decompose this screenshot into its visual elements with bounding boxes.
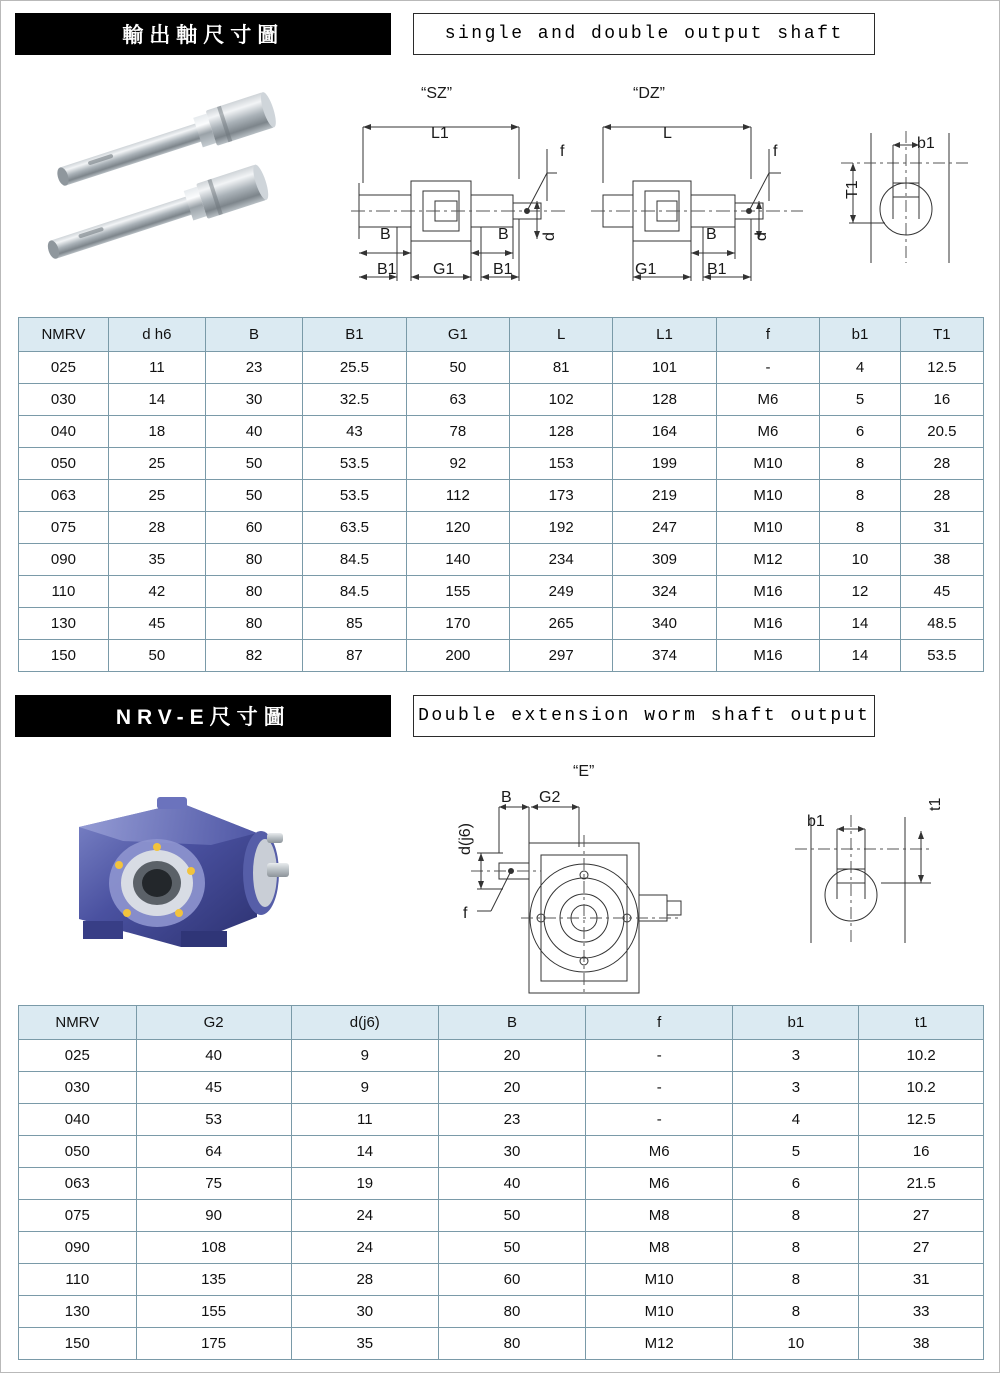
cell: 50	[439, 1232, 586, 1264]
cell: 45	[900, 576, 983, 608]
cell: 150	[19, 1328, 137, 1360]
cell: 108	[136, 1232, 291, 1264]
cell: 030	[19, 384, 109, 416]
label-f-sz: f	[560, 143, 565, 160]
output-shaft-diagram	[1, 63, 1000, 313]
cell: 8	[733, 1200, 859, 1232]
cell: 11	[108, 352, 205, 384]
cell: 11	[291, 1104, 439, 1136]
label-B1-a: B1	[377, 261, 397, 278]
cell: 81	[510, 352, 613, 384]
col-l1: L1	[613, 318, 716, 352]
section-title-en: single and double output shaft	[413, 13, 875, 55]
cell: 8	[820, 448, 900, 480]
table-row	[19, 1200, 984, 1232]
cell: 10	[733, 1328, 859, 1360]
label-T1-section: T1	[844, 180, 861, 199]
section2-title-en: Double extension worm shaft output	[413, 695, 875, 737]
cell: 60	[205, 512, 302, 544]
cell: 8	[820, 512, 900, 544]
cell: 192	[510, 512, 613, 544]
cell: 3	[733, 1040, 859, 1072]
cell: 30	[291, 1296, 439, 1328]
cell: 80	[205, 608, 302, 640]
cell: 110	[19, 576, 109, 608]
cell: 130	[19, 608, 109, 640]
cell: M8	[585, 1200, 732, 1232]
cell: 234	[510, 544, 613, 576]
cell: 340	[613, 608, 716, 640]
col-nmrv: NMRV	[19, 318, 109, 352]
cell: 6	[820, 416, 900, 448]
cell: 24	[291, 1200, 439, 1232]
cell: 10	[820, 544, 900, 576]
label-B-sz-right: B	[498, 226, 509, 243]
cell: 78	[406, 416, 509, 448]
section2-title-cn: NRV-E尺寸圖	[15, 695, 391, 737]
table-row	[19, 608, 984, 640]
label-B-sz-left: B	[380, 226, 391, 243]
table-header-row	[19, 318, 984, 352]
cell: 90	[136, 1200, 291, 1232]
cell: 040	[19, 416, 109, 448]
label-dz: “DZ”	[633, 85, 665, 102]
cell: 12.5	[900, 352, 983, 384]
table-header-row	[19, 1006, 984, 1040]
cell: 102	[510, 384, 613, 416]
cell: 4	[820, 352, 900, 384]
shaft-photo	[31, 85, 321, 285]
cell: 20	[439, 1072, 586, 1104]
cell: 80	[439, 1296, 586, 1328]
cell: 43	[303, 416, 407, 448]
cell: M6	[585, 1168, 732, 1200]
cell: -	[585, 1040, 732, 1072]
cell: 50	[205, 480, 302, 512]
table-row	[19, 352, 984, 384]
cell: 4	[733, 1104, 859, 1136]
cell: 025	[19, 1040, 137, 1072]
col-g1: G1	[406, 318, 509, 352]
table-row	[19, 1104, 984, 1136]
cell: 53.5	[900, 640, 983, 672]
cell: 374	[613, 640, 716, 672]
nrv-e-table-wrap	[1, 1005, 1000, 1360]
table-row	[19, 480, 984, 512]
cell: 050	[19, 1136, 137, 1168]
col2-g2: G2	[136, 1006, 291, 1040]
col-f: f	[716, 318, 820, 352]
cell: M12	[585, 1328, 732, 1360]
label-sz: “SZ”	[421, 85, 453, 102]
label-G1-dz: G1	[635, 261, 657, 278]
col2-dj6: d(j6)	[291, 1006, 439, 1040]
cell: 84.5	[303, 544, 407, 576]
cell: 63	[406, 384, 509, 416]
cell: 9	[291, 1072, 439, 1104]
cell: 20	[439, 1040, 586, 1072]
cell: 40	[136, 1040, 291, 1072]
cell: 28	[900, 448, 983, 480]
cell: 5	[820, 384, 900, 416]
cell: 3	[733, 1072, 859, 1104]
nrv-e-diagram	[1, 745, 1000, 995]
label-B1-c: B1	[707, 261, 727, 278]
cell: 40	[205, 416, 302, 448]
cell: 153	[510, 448, 613, 480]
cell: 309	[613, 544, 716, 576]
cell: 112	[406, 480, 509, 512]
cell: 128	[510, 416, 613, 448]
cell: 090	[19, 1232, 137, 1264]
cell: 173	[510, 480, 613, 512]
table-row	[19, 1168, 984, 1200]
e-technical-drawing	[441, 787, 701, 997]
cell: 53	[136, 1104, 291, 1136]
label-G2: G2	[539, 789, 561, 806]
cell: 75	[136, 1168, 291, 1200]
table-row	[19, 1328, 984, 1360]
cell: 27	[859, 1232, 984, 1264]
cell: 12	[820, 576, 900, 608]
label-f-e: f	[463, 905, 468, 922]
cell: 25	[108, 480, 205, 512]
cell: 38	[859, 1328, 984, 1360]
label-G1-sz: G1	[433, 261, 455, 278]
cell: -	[716, 352, 820, 384]
cell: 30	[439, 1136, 586, 1168]
cell: 14	[291, 1136, 439, 1168]
col-b: B	[205, 318, 302, 352]
cell: 170	[406, 608, 509, 640]
col2-f: f	[585, 1006, 732, 1040]
cell: 31	[900, 512, 983, 544]
cell: 45	[108, 608, 205, 640]
cell: 38	[900, 544, 983, 576]
cell: 140	[406, 544, 509, 576]
cell: 84.5	[303, 576, 407, 608]
cell: 85	[303, 608, 407, 640]
cell: M6	[716, 384, 820, 416]
table-row	[19, 1136, 984, 1168]
table-row	[19, 1040, 984, 1072]
cell: 35	[291, 1328, 439, 1360]
section-title-cn: 輸出軸尺寸圖	[15, 13, 391, 55]
table-row	[19, 448, 984, 480]
cell: 324	[613, 576, 716, 608]
cell: M10	[585, 1296, 732, 1328]
cell: 249	[510, 576, 613, 608]
cell: 155	[406, 576, 509, 608]
col-dh6: d h6	[108, 318, 205, 352]
cell: 12.5	[859, 1104, 984, 1136]
table-row	[19, 416, 984, 448]
cell: 297	[510, 640, 613, 672]
cell: 090	[19, 544, 109, 576]
cell: 10.2	[859, 1072, 984, 1104]
cell: 10.2	[859, 1040, 984, 1072]
cell: 101	[613, 352, 716, 384]
cell: 075	[19, 1200, 137, 1232]
cell: 92	[406, 448, 509, 480]
table-row	[19, 576, 984, 608]
cell: 16	[900, 384, 983, 416]
label-L: L	[663, 125, 672, 142]
cell: 30	[205, 384, 302, 416]
cell: 60	[439, 1264, 586, 1296]
label-d-sz: d	[541, 232, 558, 241]
cell: 80	[205, 544, 302, 576]
cell: M10	[716, 448, 820, 480]
cell: 5	[733, 1136, 859, 1168]
nrv-e-table	[18, 1005, 984, 1360]
table-row	[19, 1296, 984, 1328]
label-B-dz: B	[706, 226, 717, 243]
cell: 40	[439, 1168, 586, 1200]
cell: 80	[439, 1328, 586, 1360]
cell: M6	[716, 416, 820, 448]
cell: 030	[19, 1072, 137, 1104]
cell: 14	[820, 640, 900, 672]
cell: M6	[585, 1136, 732, 1168]
col-b1key: b1	[820, 318, 900, 352]
cell: 120	[406, 512, 509, 544]
cell: 35	[108, 544, 205, 576]
cell: 200	[406, 640, 509, 672]
label-B-e: B	[501, 789, 512, 806]
cell: 25	[108, 448, 205, 480]
section-header-nrv-e	[15, 695, 875, 737]
cell: 175	[136, 1328, 291, 1360]
cell: M16	[716, 608, 820, 640]
cell: 18	[108, 416, 205, 448]
cell: 130	[19, 1296, 137, 1328]
cell: 64	[136, 1136, 291, 1168]
cell: 80	[205, 576, 302, 608]
table-row	[19, 1072, 984, 1104]
cell: M10	[716, 512, 820, 544]
cell: 135	[136, 1264, 291, 1296]
gearbox-photo	[61, 785, 291, 970]
col2-b1: b1	[733, 1006, 859, 1040]
cell: 50	[205, 448, 302, 480]
cell: 87	[303, 640, 407, 672]
label-L1: L1	[431, 125, 449, 142]
cell: 247	[613, 512, 716, 544]
cell: 50	[439, 1200, 586, 1232]
cell: 63.5	[303, 512, 407, 544]
cell: 8	[733, 1232, 859, 1264]
table-row	[19, 1264, 984, 1296]
cell: 50	[108, 640, 205, 672]
cell: M16	[716, 576, 820, 608]
cell: 28	[900, 480, 983, 512]
cell: 82	[205, 640, 302, 672]
cell: 32.5	[303, 384, 407, 416]
cell: 31	[859, 1264, 984, 1296]
label-t1-section-2: t1	[927, 797, 944, 811]
cell: 128	[613, 384, 716, 416]
cell: 16	[859, 1136, 984, 1168]
cell: 33	[859, 1296, 984, 1328]
cell: 28	[108, 512, 205, 544]
cell: 150	[19, 640, 109, 672]
cell: 48.5	[900, 608, 983, 640]
table-row	[19, 512, 984, 544]
col-t1: T1	[900, 318, 983, 352]
cell: 50	[406, 352, 509, 384]
dz-technical-drawing	[591, 109, 806, 289]
cell: 8	[820, 480, 900, 512]
cell: -	[585, 1072, 732, 1104]
col-b1: B1	[303, 318, 407, 352]
cell: 025	[19, 352, 109, 384]
cell: 075	[19, 512, 109, 544]
cell: 8	[733, 1296, 859, 1328]
table-row	[19, 384, 984, 416]
cell: 45	[136, 1072, 291, 1104]
table-row	[19, 640, 984, 672]
cell: 219	[613, 480, 716, 512]
cell: 25.5	[303, 352, 407, 384]
section-header-output-shaft	[15, 13, 875, 55]
cell: 42	[108, 576, 205, 608]
cell: 9	[291, 1040, 439, 1072]
cell: 27	[859, 1200, 984, 1232]
label-dj6: d(j6)	[457, 822, 474, 855]
cell: 24	[291, 1232, 439, 1264]
cell: 53.5	[303, 480, 407, 512]
output-shaft-table	[18, 317, 984, 672]
cell: 164	[613, 416, 716, 448]
cell: 063	[19, 1168, 137, 1200]
cell: 14	[820, 608, 900, 640]
cell: 23	[205, 352, 302, 384]
cell: 14	[108, 384, 205, 416]
keyway-section-drawing-2	[781, 803, 941, 953]
label-e: “E”	[573, 763, 595, 780]
cell: 265	[510, 608, 613, 640]
cell: 21.5	[859, 1168, 984, 1200]
cell: 8	[733, 1264, 859, 1296]
cell: 23	[439, 1104, 586, 1136]
label-b1-section-2: b1	[807, 813, 825, 830]
cell: M10	[585, 1264, 732, 1296]
cell: 20.5	[900, 416, 983, 448]
cell: 28	[291, 1264, 439, 1296]
label-b1-section: b1	[917, 135, 935, 152]
table-row	[19, 1232, 984, 1264]
cell: 6	[733, 1168, 859, 1200]
cell: 53.5	[303, 448, 407, 480]
cell: M12	[716, 544, 820, 576]
cell: 040	[19, 1104, 137, 1136]
cell: 110	[19, 1264, 137, 1296]
col2-b: B	[439, 1006, 586, 1040]
cell: 199	[613, 448, 716, 480]
label-B1-b: B1	[493, 261, 513, 278]
label-d-dz: d	[753, 232, 770, 241]
table-row	[19, 544, 984, 576]
col-l: L	[510, 318, 613, 352]
col2-t1: t1	[859, 1006, 984, 1040]
cell: 155	[136, 1296, 291, 1328]
cell: M8	[585, 1232, 732, 1264]
cell: 063	[19, 480, 109, 512]
cell: 19	[291, 1168, 439, 1200]
cell: 050	[19, 448, 109, 480]
cell: -	[585, 1104, 732, 1136]
col2-nmrv: NMRV	[19, 1006, 137, 1040]
output-shaft-table-wrap	[1, 317, 1000, 672]
cell: M10	[716, 480, 820, 512]
cell: M16	[716, 640, 820, 672]
label-f-dz: f	[773, 143, 778, 160]
